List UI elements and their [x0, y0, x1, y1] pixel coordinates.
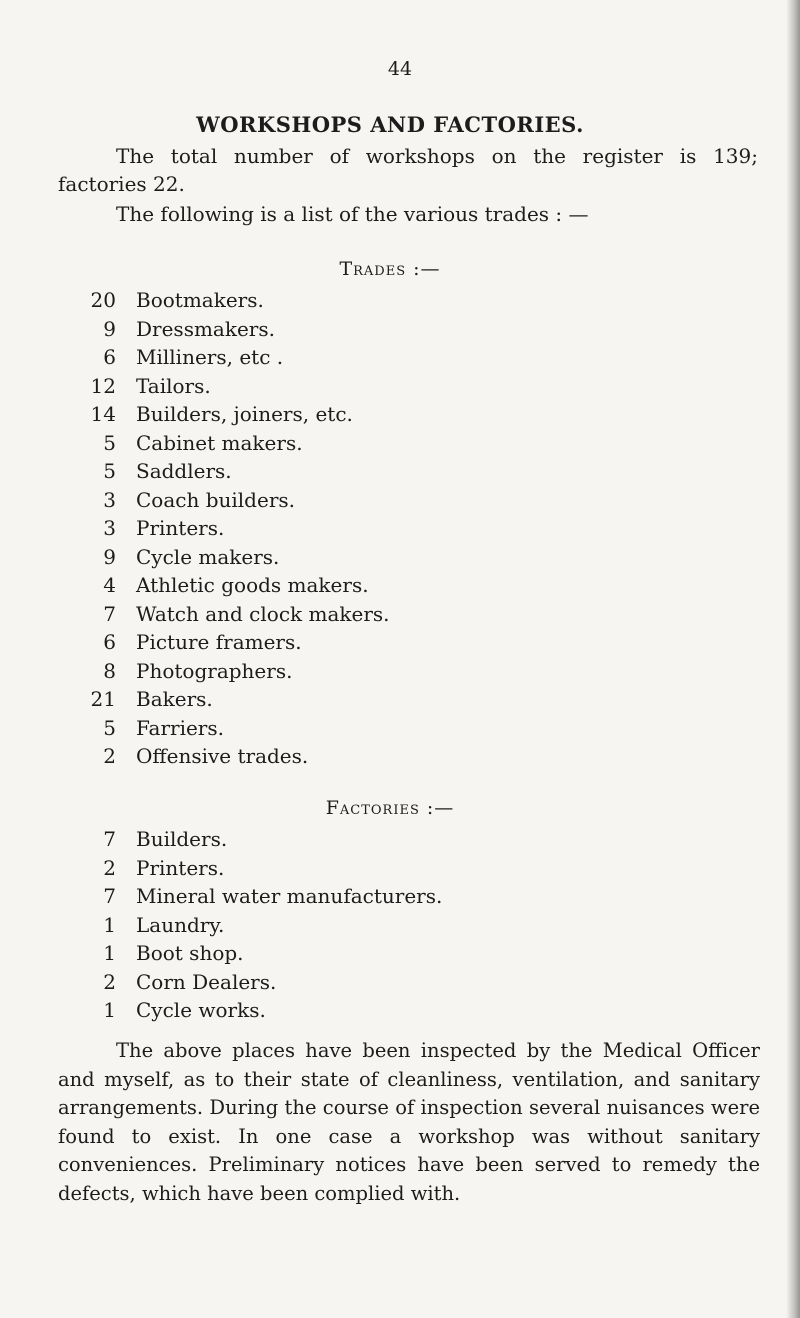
item-count: 7 [103, 827, 116, 851]
page-number: 44 [387, 58, 413, 80]
item-count: 4 [103, 573, 116, 597]
item-count: 8 [103, 658, 116, 683]
item-name: Bootmakers. [136, 288, 264, 312]
item-count: 3 [103, 487, 116, 512]
item-name: Watch and clock makers. [136, 601, 390, 626]
item-name: Printers. [136, 855, 225, 880]
item-name: Builders. [136, 827, 228, 851]
item-name: Boot shop. [136, 941, 244, 965]
item-name: Picture framers. [136, 630, 302, 654]
item-name: Builders, joiners, etc. [136, 402, 353, 426]
item-count: 14 [90, 402, 116, 426]
item-count: 7 [103, 884, 116, 908]
trades-heading: Trades :— [339, 258, 441, 280]
item-count: 9 [103, 544, 116, 569]
item-count: 5 [103, 459, 116, 483]
item-count: 7 [103, 601, 116, 626]
item-name: Milliners, etc . [136, 345, 284, 369]
item-count: 6 [103, 630, 116, 654]
factories-heading: Factories :— [325, 797, 455, 819]
item-name: Tailors. [136, 373, 211, 398]
item-count: 5 [103, 715, 116, 740]
item-name: Printers. [136, 516, 225, 540]
item-name: Laundry. [136, 912, 225, 937]
closing-paragraph: The above places have been inspected by the Medical Officer and myself, as to their state of cleanliness, ventilation, and sanitary arrangements. During the course of inspection several nuisances were found to exist. In one case a workshop was without sanitary conveniences. Preliminary notices have been served to remedy the defects, which have been complied with. [58, 1039, 760, 1205]
item-name: Photographers. [136, 658, 293, 683]
item-name: Corn Dealers. [136, 969, 277, 994]
item-name: Farriers. [136, 715, 224, 740]
item-count: 1 [103, 941, 116, 965]
item-name: Cabinet makers. [136, 430, 303, 455]
item-name: Mineral water manufacturers. [136, 884, 443, 908]
item-count: 2 [103, 969, 116, 994]
item-count: 12 [90, 373, 116, 398]
following-line: The following is a list of the various trades : — [116, 202, 589, 226]
item-name: Cycle works. [136, 998, 266, 1022]
item-count: 6 [103, 345, 116, 369]
item-count: 9 [103, 316, 116, 341]
item-count: 1 [103, 912, 116, 937]
page-heading: WORKSHOPS AND FACTORIES. [196, 112, 584, 137]
item-name: Saddlers. [136, 459, 232, 483]
item-count: 1 [103, 998, 116, 1022]
item-count: 2 [103, 855, 116, 880]
intro-paragraph: The total number of workshops on the register is 139; factories 22. [58, 144, 758, 196]
item-count: 2 [103, 744, 116, 768]
item-name: Dressmakers. [136, 316, 275, 341]
item-count: 3 [103, 516, 116, 540]
item-name: Cycle makers. [136, 544, 280, 569]
item-name: Bakers. [136, 687, 213, 711]
item-name: Offensive trades. [136, 744, 309, 768]
item-count: 21 [90, 687, 116, 711]
item-count: 5 [103, 430, 116, 455]
page-edge-shadow [786, 0, 800, 1318]
item-count: 20 [90, 288, 116, 312]
item-name: Coach builders. [136, 487, 296, 512]
item-name: Athletic goods makers. [136, 573, 369, 597]
